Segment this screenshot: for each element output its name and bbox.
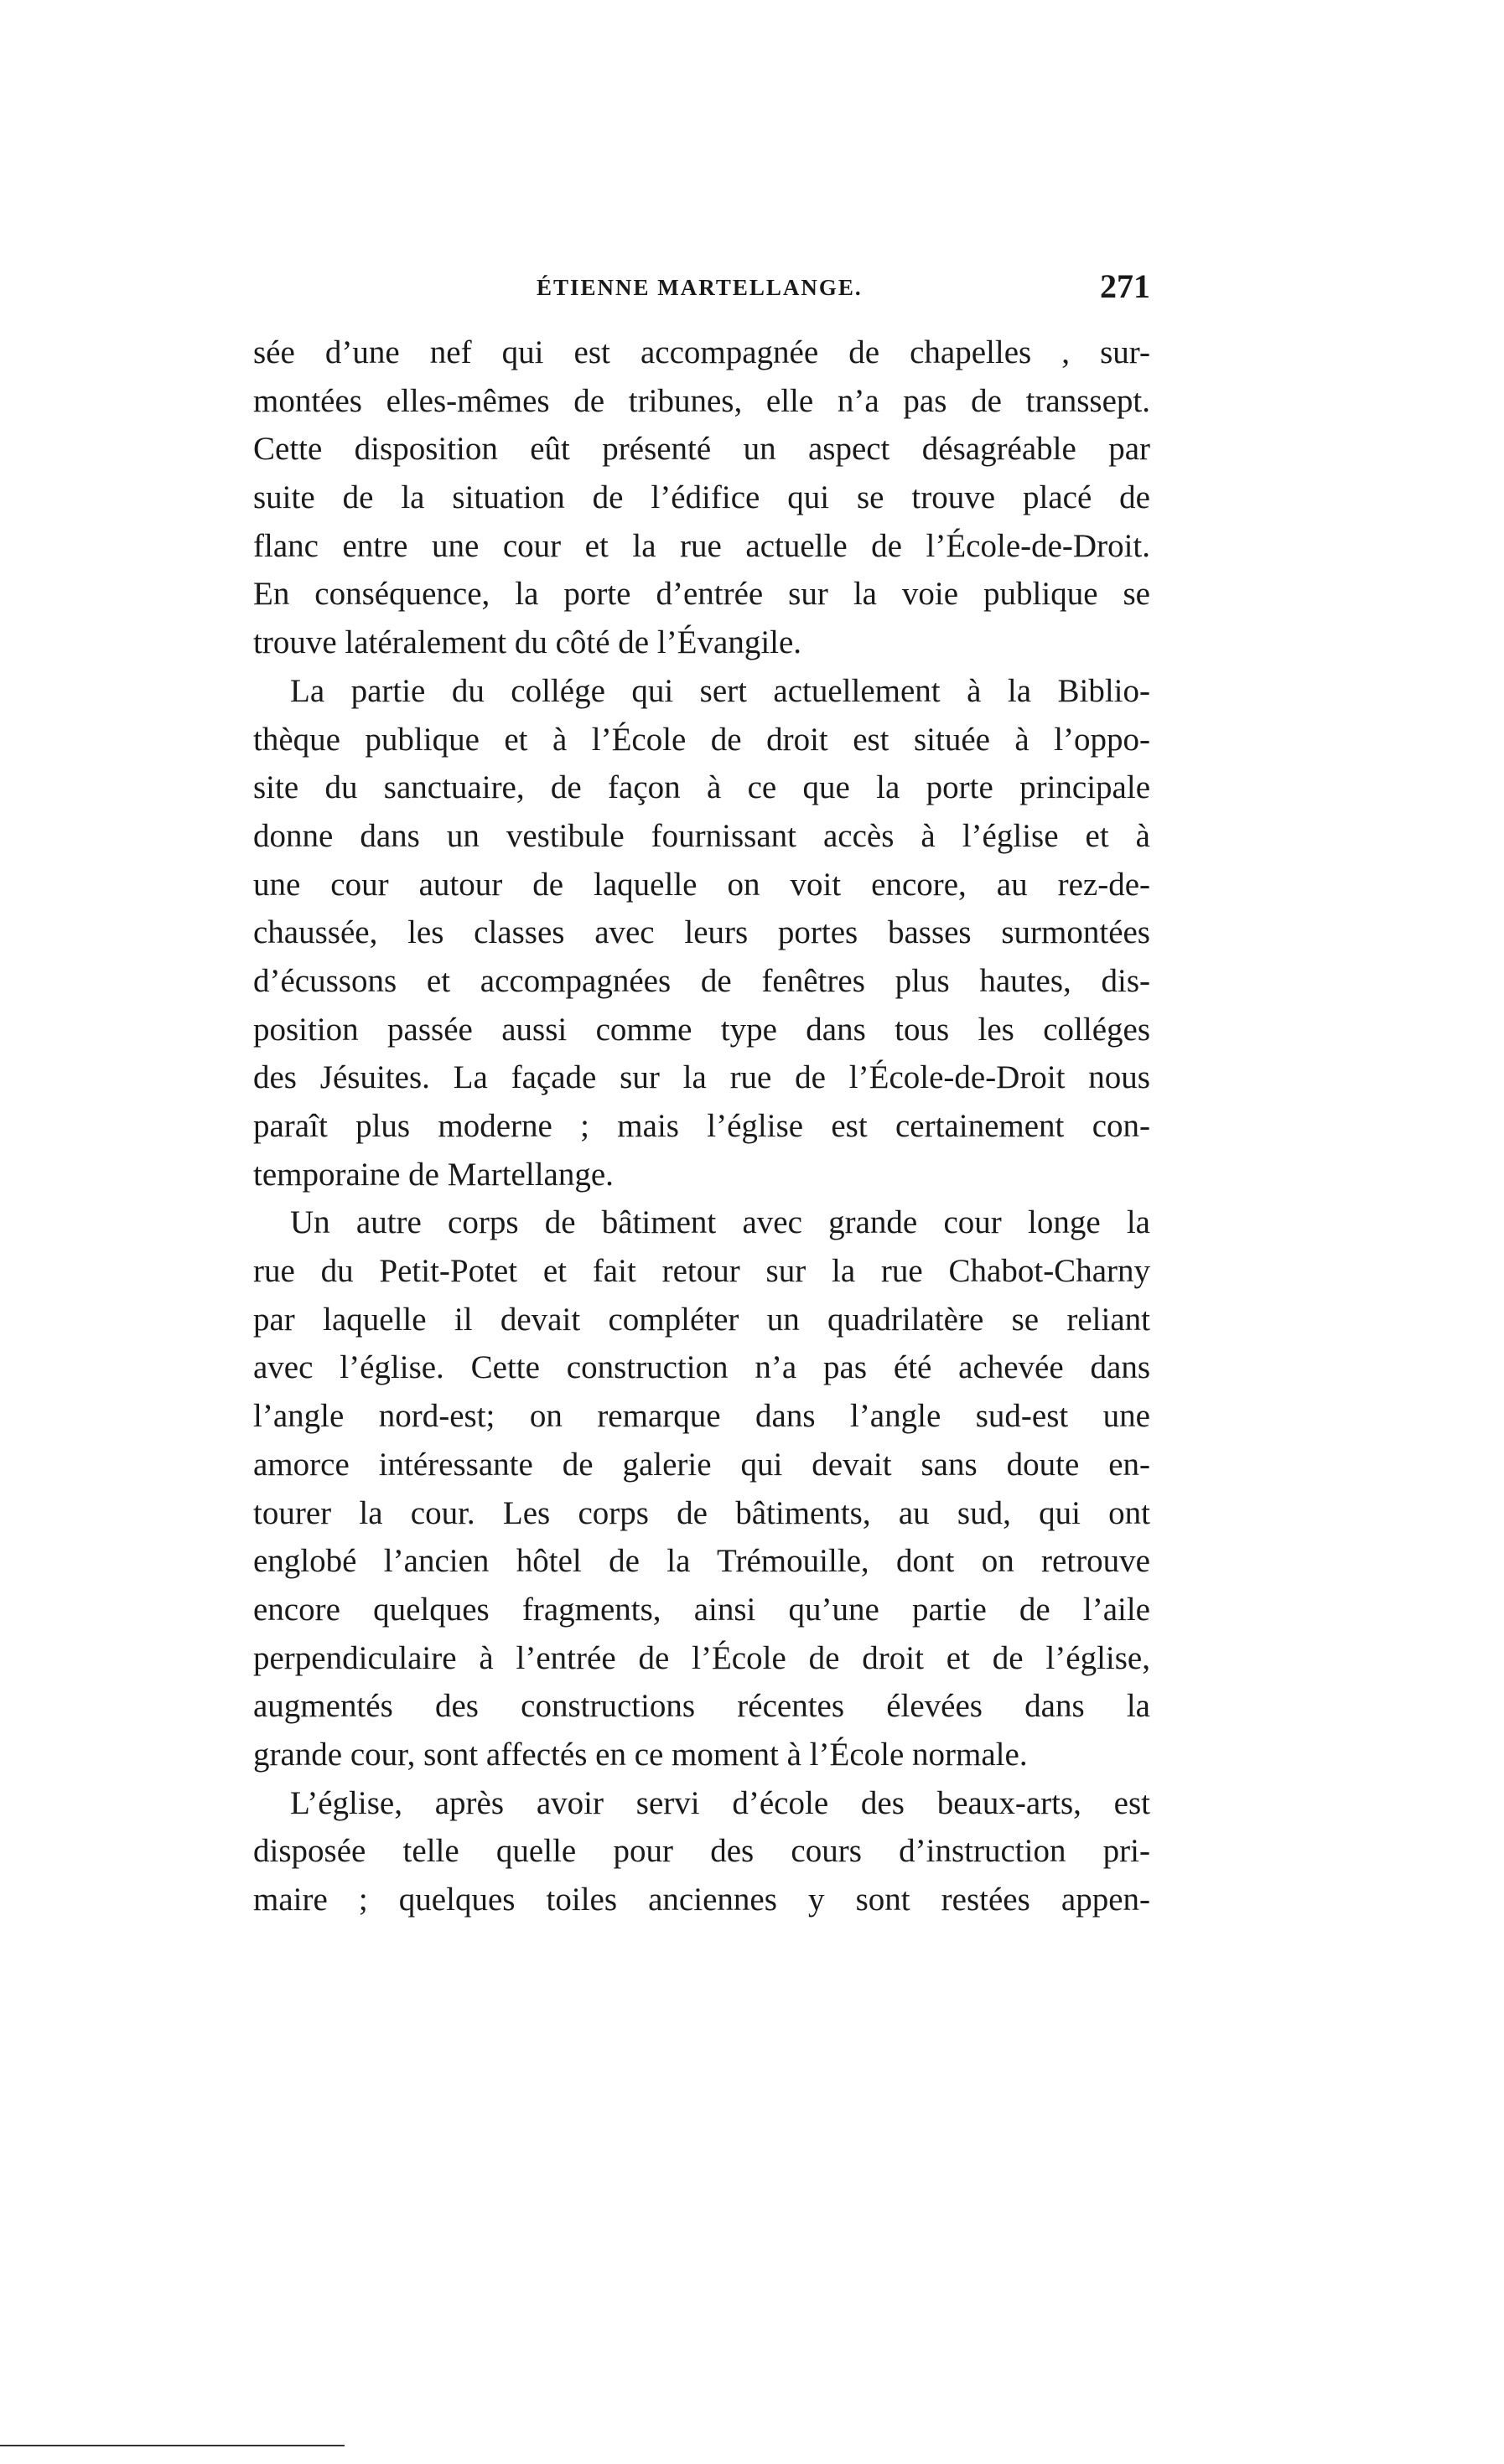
text-line: trouve latéralement du côté de l’Évangile. bbox=[253, 624, 802, 661]
text-line: d’écussons et accompagnées de fenêtres plus hautes, dis- bbox=[253, 962, 1150, 999]
body-text bbox=[253, 329, 1150, 1924]
text-line: tourer la cour. Les corps de bâtiments, au sud, qui ont bbox=[253, 1494, 1150, 1531]
text-line: Cette disposition eût présenté un aspect désagréable par bbox=[253, 431, 1150, 468]
text-line: englobé l’ancien hôtel de la Trémouille, dont on retrouve bbox=[253, 1543, 1150, 1580]
text-line: l’angle nord-est; on remarque dans l’angle sud-est une bbox=[253, 1398, 1150, 1435]
text-line: paraît plus moderne ; mais l’église est certainement con- bbox=[253, 1108, 1150, 1144]
text-line: une cour autour de laquelle on voit encore, au rez-de- bbox=[253, 866, 1150, 903]
text-line: maire ; quelques toiles anciennes y sont restées appen- bbox=[253, 1882, 1150, 1918]
page-number: 271 bbox=[1100, 267, 1150, 305]
text-line: chaussée, les classes avec leurs portes basses surmontées bbox=[253, 914, 1150, 951]
text-line: Un autre corps de bâtiment avec grande cour longe la bbox=[290, 1204, 1150, 1241]
text-line: perpendiculaire à l’entrée de l’École de droit et de l’église, bbox=[253, 1639, 1150, 1676]
text-line: L’église, après avoir servi d’école des beaux-arts, est bbox=[290, 1784, 1150, 1821]
text-line: sée d’une nef qui est accompagnée de chapelles , sur- bbox=[253, 334, 1150, 370]
text-line: rue du Petit-Potet et fait retour sur la rue Chabot-Charny bbox=[253, 1253, 1150, 1290]
text-line: augmentés des constructions récentes élevées dans la bbox=[253, 1688, 1150, 1725]
text-line: des Jésuites. La façade sur la rue de l’École-de-Droit nous bbox=[253, 1059, 1150, 1096]
text-line: amorce intéressante de galerie qui devait sans doute en- bbox=[253, 1446, 1150, 1483]
text-line: En conséquence, la porte d’entrée sur la voie publique se bbox=[253, 576, 1150, 613]
text-line: site du sanctuaire, de façon à ce que la porte principale bbox=[253, 769, 1150, 806]
running-title: ÉTIENNE MARTELLANGE. bbox=[537, 275, 863, 300]
text-line: disposée telle quelle pour des cours d’instruction pri- bbox=[253, 1833, 1150, 1870]
text-line: flanc entre une cour et la rue actuelle de l’École-de-Droit. bbox=[253, 527, 1150, 564]
text-line: position passée aussi comme type dans tous les colléges bbox=[253, 1011, 1150, 1048]
text-line: temporaine de Martellange. bbox=[253, 1156, 614, 1193]
bottom-rule bbox=[0, 2445, 345, 2446]
text-line: montées elles-mêmes de tribunes, elle n’a pas de transsept. bbox=[253, 382, 1150, 419]
page-header bbox=[252, 267, 1150, 308]
text-line: donne dans un vestibule fournissant accès à l’église et à bbox=[253, 817, 1150, 854]
text-line: thèque publique et à l’École de droit est située à l’oppo- bbox=[253, 721, 1150, 758]
text-line: La partie du collége qui sert actuellement à la Biblio- bbox=[290, 672, 1150, 709]
text-line: avec l’église. Cette construction n’a pas été achevée dans bbox=[253, 1349, 1150, 1386]
text-line: suite de la situation de l’édifice qui se trouve placé de bbox=[253, 479, 1150, 516]
text-line: encore quelques fragments, ainsi qu’une partie de l’aile bbox=[253, 1591, 1150, 1628]
text-line: grande cour, sont affectés en ce moment à l’École normale. bbox=[253, 1736, 1028, 1773]
text-line: par laquelle il devait compléter un quadrilatère se reliant bbox=[253, 1301, 1150, 1338]
